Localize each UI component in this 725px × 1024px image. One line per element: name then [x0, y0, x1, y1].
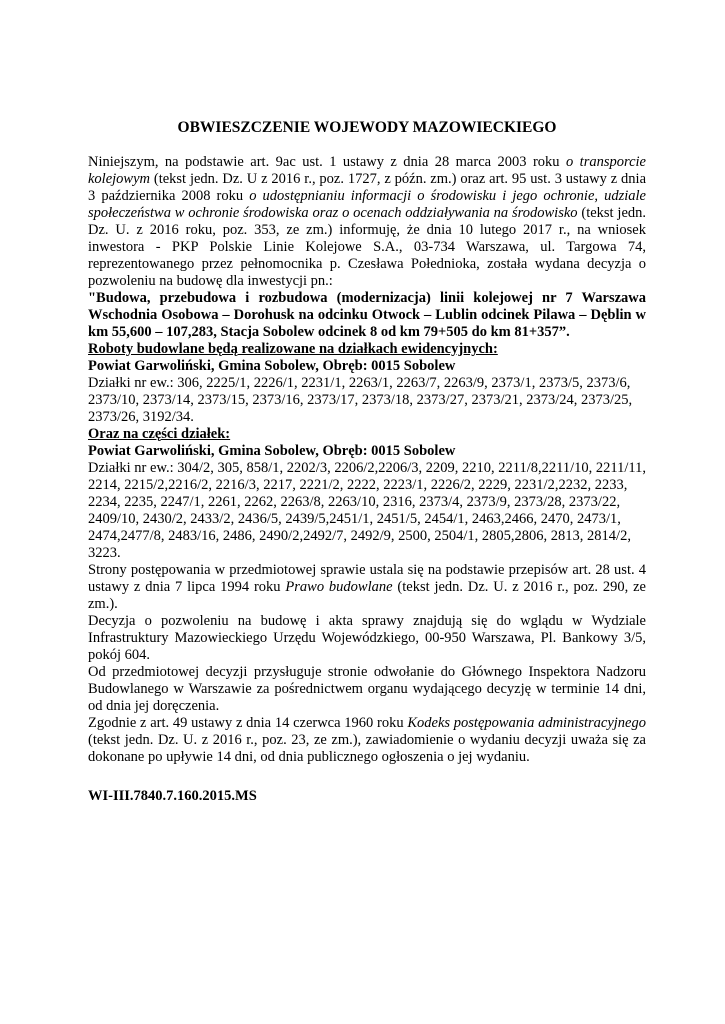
parties-paragraph: [88, 562, 646, 613]
investment-name: "Budowa, przebudowa i rozbudowa (modernizacja) linii kolejowej nr 7 Warszawa Wschodnia Osobowa – Dorohusk na odcinku Otwock – Lublin odcinek Pilawa – Dęblin w km 55,600 – 107,283, Stacja Sobolew odcinek 8 od km 79+505 do km 81+357”.: [88, 290, 646, 340]
notice-text-1: Zgodnie z art. 49 ustawy z dnia 14 czerwca 1960 roku: [88, 715, 408, 731]
notice-text-2: (tekst jedn. Dz. U. z 2016 r., poz. 23, ze zm.), zawiadomienie o wydaniu decyzji uważa się za dokonane po upływie 14 dni, od dnia publicznego ogłoszenia o jej wydaniu.: [88, 732, 646, 765]
notice-paragraph: [88, 715, 646, 766]
parties-italic: Prawo budowlane: [285, 579, 393, 595]
section2-location: Powiat Garwoliński, Gmina Sobolew, Obręb: 0015 Sobolew: [88, 443, 456, 459]
section2-heading: Oraz na części działek:: [88, 426, 231, 442]
document-title: OBWIESZCZENIE WOJEWODY MAZOWIECKIEGO: [177, 119, 557, 136]
intro-text-2: (tekst jedn. Dz. U z 2016 r., poz. 1727, z późn. zm.) oraz art. 95 ust. 3 ustawy z dnia 3 października 2008 roku: [88, 171, 646, 204]
access-paragraph: Decyzja o pozwoleniu na budowę i akta sprawy znajdują się do wglądu w Wydziale Infrastruktury Mazowieckiego Urzędu Wojewódzkiego, 00-950 Warszawa, Pl. Bankowy 3/5, pokój 604.: [88, 613, 646, 663]
intro-italic-1: o transporcie kolejowym: [88, 154, 646, 187]
parties-text-2: (tekst jedn. Dz. U. z 2016 r., poz. 290, ze zm.).: [88, 579, 646, 612]
section1-heading: Roboty budowlane będą realizowane na działkach ewidencyjnych:: [88, 341, 498, 357]
section1-location: Powiat Garwoliński, Gmina Sobolew, Obręb: 0015 Sobolew: [88, 358, 456, 374]
case-number: WI-III.7840.7.160.2015.MS: [88, 788, 257, 804]
intro-paragraph: [88, 154, 646, 290]
parties-text-1: Strony postępowania w przedmiotowej sprawie ustala się na podstawie przepisów art. 28 ust. 4 ustawy z dnia 7 lipca 1994 roku: [88, 562, 646, 595]
intro-text-1: Niniejszym, na podstawie art. 9ac ust. 1 ustawy z dnia 28 marca 2003 roku: [88, 154, 566, 170]
section1-plots: Działki nr ew.: 306, 2225/1, 2226/1, 2231/1, 2263/1, 2263/7, 2263/9, 2373/1, 2373/5, 2373/6, 2373/10, 2373/14, 2373/15, 2373/16, 2373/17, 2373/18, 2373/27, 2373/21, 2373/24, 2373/25, 2373/26, 3192/34.: [88, 375, 633, 425]
appeal-paragraph: Od przedmiotowej decyzji przysługuje stronie odwołanie do Głównego Inspektora Nadzoru Budowlanego w Warszawie za pośrednictwem organu wydającego decyzję w terminie 14 dni, od dnia jej doręczenia.: [88, 664, 646, 714]
intro-text-3: (tekst jedn. Dz. U. z 2016 roku, poz. 353, ze zm.) informuję, że dnia 10 lutego 2017 r., na wniosek inwestora - PKP Polskie Linie Kolejowe S.A., 03-734 Warszawa, ul. Targowa 74, reprezentowanego przez pełnomocnika p. Czesława Połednioka, została wydana decyzja o pozwoleniu na budowę dla inwestycji pn.:: [88, 205, 646, 289]
document-page: [88, 0, 646, 805]
section2-plots: Działki nr ew.: 304/2, 305, 858/1, 2202/3, 2206/2,2206/3, 2209, 2210, 2211/8,2211/10, 2211/11, 2214, 2215/2,2216/2, 2216/3, 2217, 2221/2, 2222, 2223/1, 2226/2, 2229, 2231/2,2232, 2233, 2234, 2235, 2247/1, 2261, 2262, 2263/8, 2263/10, 2316, 2373/4, 2373/9, 2373/28, 2373/22, 2409/10, 2430/2, 2433/2, 2436/5, 2439/5,2451/1, 2451/5, 2454/1, 2463,2466, 2470, 2473/1, 2474,2477/8, 2483/16, 2486, 2490/2,2492/7, 2492/9, 2500, 2504/1, 2805,2806, 2813, 2814/2, 3223.: [88, 460, 646, 561]
notice-italic: Kodeks postępowania administracyjnego: [407, 715, 646, 731]
intro-italic-2: o udostępnianiu informacji o środowisku i jego ochronie, udziale społeczeństwa w ochronie środowiska oraz o ocenach oddziaływania na środowisko: [88, 188, 646, 221]
